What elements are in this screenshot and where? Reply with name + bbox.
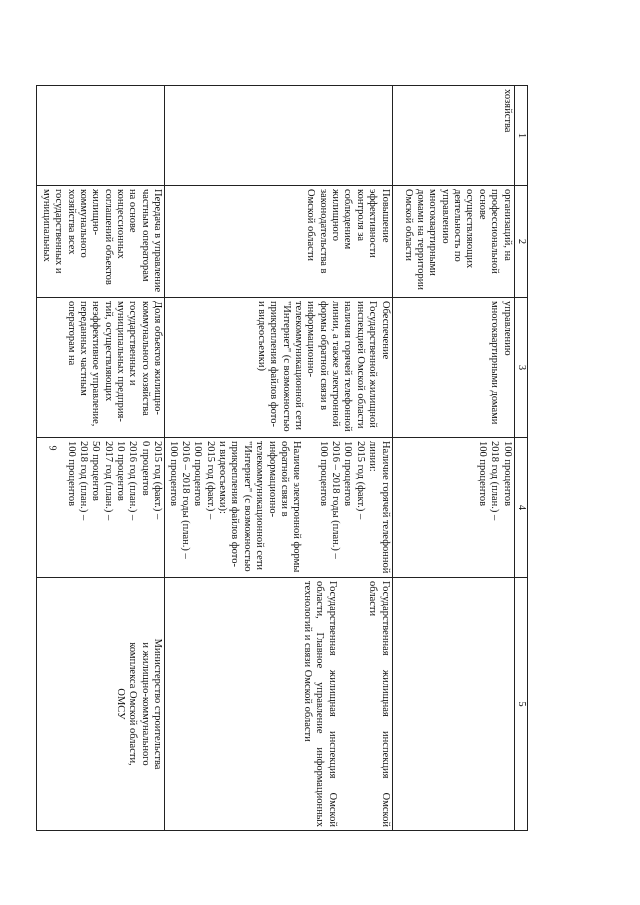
header-col-2: 2 (514, 186, 527, 298)
row2-col5 (165, 578, 392, 831)
row2-col3: Обеспечение Государственной жилищной инспекцией Омской области наличия горячей телефонной линии, а также электронной формы обратной связи в информационно-телекоммуникационной сети "Интернет" (с возможностью прикрепления файлов фото- и видеосъемки) (165, 298, 392, 438)
header-row (514, 86, 527, 831)
responsible-feedback-form: Государственная жилищная инспекция Омской области, Главное управление информационных технологий и связи Омской области (302, 581, 338, 827)
table-row (392, 86, 514, 831)
header-col-4: 4 (514, 438, 527, 578)
header-col-1: 1 (514, 86, 527, 186)
row2-col4 (165, 438, 392, 578)
table-row (165, 86, 392, 831)
row1-col4: 100 процентов 2018 год (план.) – 100 процентов (392, 438, 514, 578)
row3-col3: Доля объектов жилищно-коммунального хозяйства государственных и муниципальных предприя-тий, осуществляющих неэффективное управление, переданных частным операторам на (37, 298, 165, 438)
row3-col1 (37, 86, 165, 186)
row3-col2: Передача в управление частным операторам на основе концессионных соглашений объектов жилищно-коммунального хозяйства всех государственных и муниципальных (37, 186, 165, 298)
row2-col2: Повышение эффективности контроля за соблюдением жилищного законодательства в Омской области (165, 186, 392, 298)
row2-col1 (165, 86, 392, 186)
hotline-indicator: Наличие горячей телефонной линии: 2015 год (факт.) – 100 процентов 2016 – 2018 годы (план.) – 100 процентов (317, 441, 391, 574)
row1-col3: управлению многоквартирными домами (392, 298, 514, 438)
table-row (37, 86, 165, 831)
measures-table (36, 85, 528, 831)
rotated-table-container (40, 85, 528, 830)
page-number: 9 (46, 445, 58, 451)
row1-col2: организаций, на профессиональной основе осуществляющих деятельность по управлению многоквартирными домами на территории Омской области (392, 186, 514, 298)
row1-col1: хозяйства (392, 86, 514, 186)
header-col-5: 5 (514, 578, 527, 831)
feedback-form-indicator: Наличие электронной формы обратной связи в информационно-телекоммуникационной сети "Интернет" (с возможностью прикрепления файлов фото- и видеосъемки): 2015 год (факт.) – 100 процентов 2016 – 2018 годы (план.) – 100 процентов (167, 441, 303, 573)
row3-col4: 2015 год (факт.) – 0 процентов 2016 год (план.) – 10 процентов 2017 год (план.) – 50 процентов 2018 год (план.) – 100 процентов (37, 438, 165, 578)
responsible-hotline: Государственная жилищная инспекция Омской области (367, 581, 391, 827)
header-col-3: 3 (514, 298, 527, 438)
row3-col5: Министерство строительства и жилищно-коммунального комплекса Омской области, ОМСУ (37, 578, 165, 831)
row1-col5 (392, 578, 514, 831)
